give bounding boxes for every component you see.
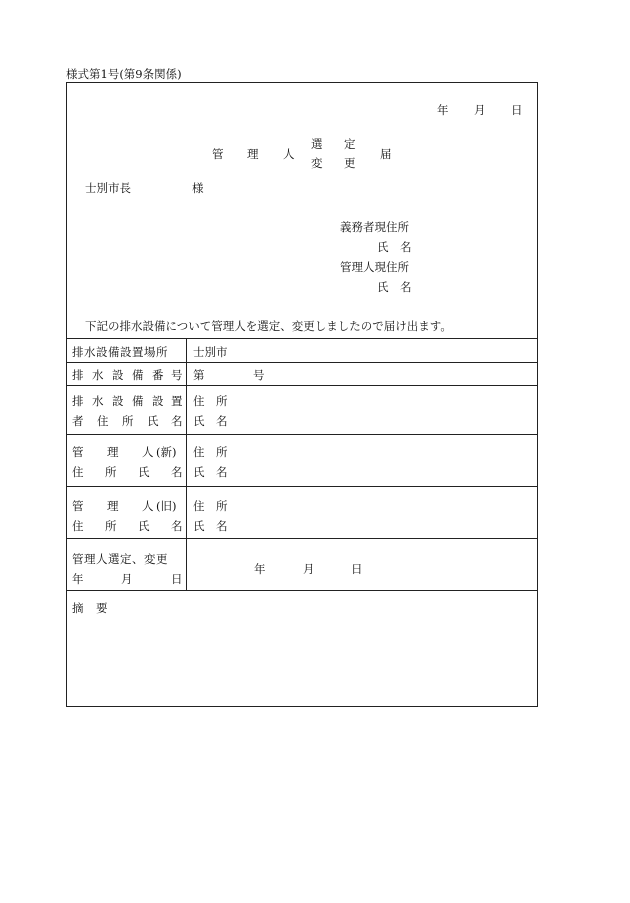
location-value: 士別市 [193, 345, 228, 359]
installer-label-char: 設 [152, 394, 164, 408]
table-divider [66, 385, 538, 386]
number-prefix: 第 [193, 368, 205, 382]
installer-address-char: 所 [216, 394, 228, 408]
new-manager-label-char: 名 [171, 465, 183, 479]
installer-label-char: 置 [171, 394, 183, 408]
manager-address-label: 管理人現住所 [340, 260, 409, 274]
obligor-address-label: 義務者現住所 [340, 220, 409, 234]
title-suffix: 届 [380, 147, 392, 161]
installer-label-char: 排 [72, 394, 84, 408]
installer-label-char: 所 [122, 414, 134, 428]
location-label: 排水設備設置場所 [72, 345, 168, 359]
old-manager-address-char: 住 [193, 499, 205, 513]
number-label-char: 備 [132, 368, 144, 382]
new-manager-name-char: 氏 [193, 465, 205, 479]
manager-name-label-char: 名 [400, 280, 412, 294]
new-manager-address-char: 住 [193, 445, 205, 459]
date-year-label: 年 [437, 103, 449, 117]
installer-label-char: 水 [92, 394, 104, 408]
old-manager-label-char: 人 [142, 499, 154, 513]
installer-label-char: 氏 [147, 414, 159, 428]
change-date-label-char: 月 [121, 572, 133, 586]
change-date-label-char: 年 [72, 572, 84, 586]
table-divider [66, 590, 538, 591]
old-manager-label-char: 所 [105, 519, 117, 533]
new-manager-address-char: 所 [216, 445, 228, 459]
change-date-label: 管理人選定、変更 [72, 552, 168, 566]
new-manager-label-char: 理 [107, 445, 119, 459]
new-manager-label-char: 管 [72, 445, 84, 459]
change-date-year: 年 [254, 562, 266, 576]
date-month-label: 月 [474, 103, 486, 117]
title-option-select-char: 選 [311, 137, 323, 151]
table-divider [66, 486, 538, 487]
obligor-name-label-char: 氏 [377, 240, 389, 254]
date-day-label: 日 [511, 103, 523, 117]
title-char: 管 [212, 147, 224, 161]
new-manager-label-char: 所 [105, 465, 117, 479]
number-label-char: 番 [152, 368, 164, 382]
statement-text: 下記の排水設備について管理人を選定、変更しましたので届け出ます。 [85, 319, 452, 333]
change-date-label-char: 日 [171, 572, 183, 586]
remarks-label-char: 要 [96, 601, 108, 615]
remarks-label-char: 摘 [72, 601, 84, 615]
number-label-char: 号 [171, 368, 183, 382]
table-divider [66, 538, 538, 539]
installer-label-char: 設 [112, 394, 124, 408]
table-column-divider [186, 338, 187, 590]
table-divider [66, 434, 538, 435]
change-date-day: 日 [351, 562, 363, 576]
addressee-honorific: 様 [192, 181, 204, 195]
old-manager-label-char: 理 [107, 499, 119, 513]
old-manager-address-char: 所 [216, 499, 228, 513]
installer-label-char: 者 [72, 414, 84, 428]
installer-address-char: 住 [193, 394, 205, 408]
installer-label-char: 備 [132, 394, 144, 408]
number-label-char: 設 [112, 368, 124, 382]
title-char: 人 [283, 147, 295, 161]
new-manager-label-char: 人 [142, 445, 154, 459]
old-manager-label-char: 氏 [138, 519, 150, 533]
installer-label-char: 住 [97, 414, 109, 428]
new-manager-label-char: 住 [72, 465, 84, 479]
title-option-change-char: 変 [311, 156, 323, 170]
number-label-char: 排 [72, 368, 84, 382]
title-option-change-char: 更 [344, 156, 356, 170]
number-suffix: 号 [253, 368, 265, 382]
old-manager-name-char: 氏 [193, 519, 205, 533]
number-label-char: 水 [92, 368, 104, 382]
installer-label-char: 名 [171, 414, 183, 428]
addressee-name: 士別市長 [85, 181, 131, 195]
table-divider [66, 338, 538, 339]
new-manager-name-char: 名 [216, 465, 228, 479]
form-id: 様式第1号(第9条関係) [66, 67, 182, 81]
old-manager-name-char: 名 [216, 519, 228, 533]
new-manager-label-char: (新) [156, 445, 177, 459]
old-manager-label-char: 住 [72, 519, 84, 533]
installer-name-char: 名 [216, 414, 228, 428]
title-char: 理 [247, 147, 259, 161]
manager-name-label-char: 氏 [377, 280, 389, 294]
old-manager-label-char: 名 [171, 519, 183, 533]
installer-name-char: 氏 [193, 414, 205, 428]
new-manager-label-char: 氏 [138, 465, 150, 479]
obligor-name-label-char: 名 [400, 240, 412, 254]
change-date-month: 月 [303, 562, 315, 576]
table-divider [66, 362, 538, 363]
old-manager-label-char: 管 [72, 499, 84, 513]
old-manager-label-char: (旧) [156, 499, 177, 513]
title-option-select-char: 定 [344, 137, 356, 151]
